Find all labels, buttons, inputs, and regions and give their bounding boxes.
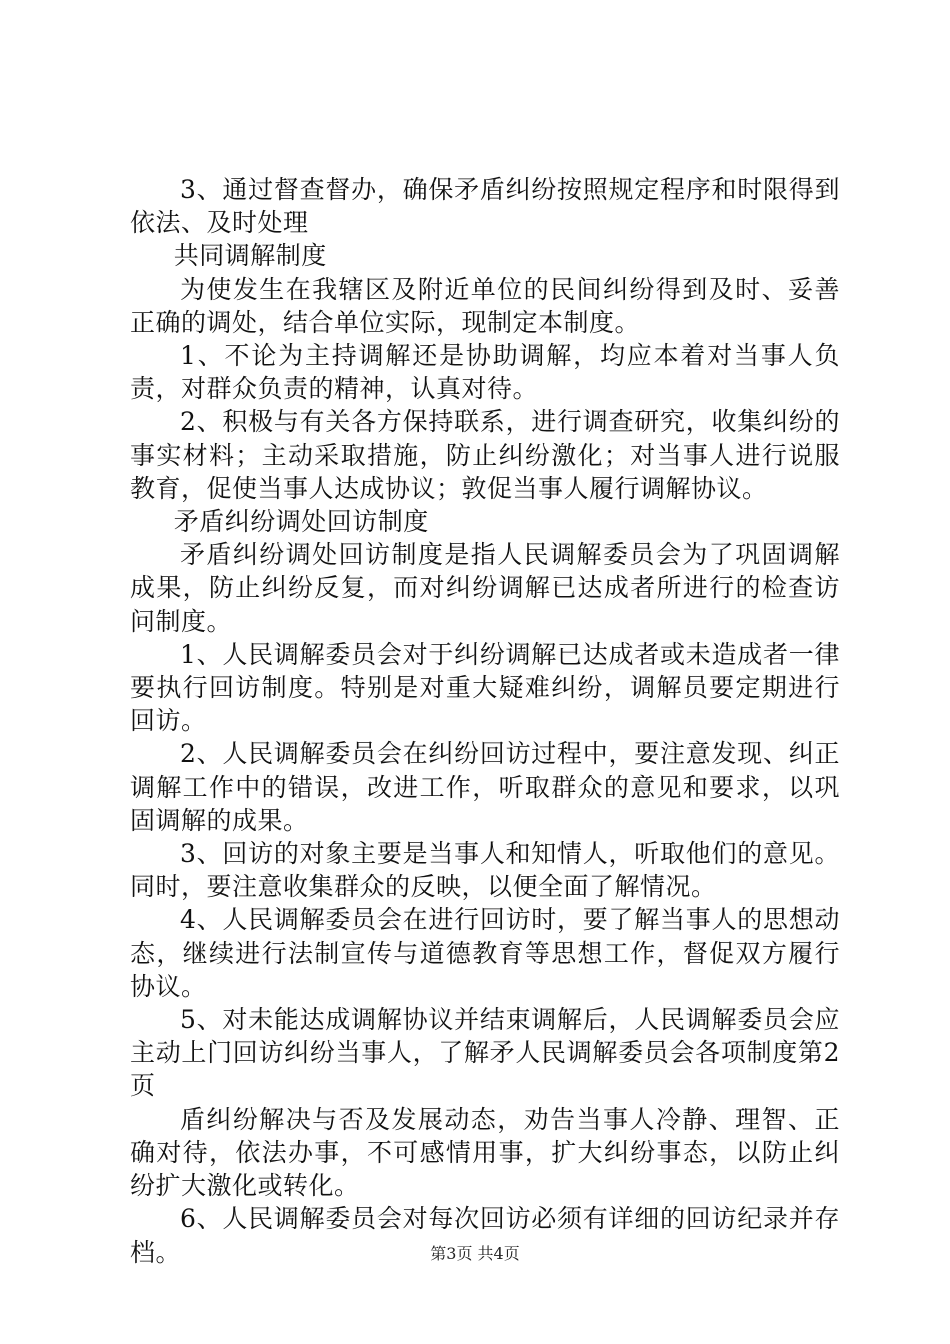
paragraph-follow-up-item-5-continued: 盾纠纷解决与否及发展动态，劝告当事人冷静、理智、正确对待，依法办事，不可感情用事，扩大纠纷事态，以防止纠纷扩大激化或转化。 — [130, 1104, 840, 1201]
paragraph-follow-up-item-2: 2、人民调解委员会在纠纷回访过程中，要注意发现、纠正调解工作中的错误，改进工作，听取群众的意见和要求，以巩固调解的成果。 — [130, 739, 840, 835]
paragraph-follow-up-item-1: 1、人民调解委员会对于纠纷调解已达成者或未造成者一律要执行回访制度。特别是对重大疑难纠纷，调解员要定期进行回访。 — [130, 639, 840, 736]
paragraph-joint-mediation-purpose: 为使发生在我辖区及附近单位的民间纠纷得到及时、妥善正确的调处，结合单位实际，现制定本制度。 — [130, 274, 840, 337]
paragraph-joint-mediation-item-1: 1、不论为主持调解还是协助调解，均应本着对当事人负责，对群众负责的精神，认真对待。 — [130, 341, 840, 404]
document-body — [130, 173, 840, 1269]
paragraph-follow-up-item-4: 4、人民调解委员会在进行回访时，要了解当事人的思想动态，继续进行法制宣传与道德教育等思想工作，督促双方履行协议。 — [130, 905, 840, 1001]
paragraph-joint-mediation-item-2: 2、积极与有关各方保持联系，进行调查研究，收集纠纷的事实材料；主动采取措施，防止纠纷激化；对当事人进行说服教育，促使当事人达成协议；敦促当事人履行调解协议。 — [130, 407, 840, 503]
page-number-label: 第3页 共4页 — [430, 1244, 520, 1263]
paragraph-follow-up-item-5: 5、对未能达成调解协议并结束调解后，人民调解委员会应主动上门回访纠纷当事人，了解矛人民调解委员会各项制度第2页 — [130, 1005, 840, 1101]
paragraph-follow-up-item-6: 6、人民调解委员会对每次回访必须有详细的回访纪录并存档。 — [130, 1204, 840, 1267]
paragraph-intro-item-3: 3、通过督查督办，确保矛盾纠纷按照规定程序和时限得到依法、及时处理 — [130, 175, 840, 238]
page-footer — [0, 1244, 950, 1264]
section-heading-joint-mediation: 共同调解制度 — [173, 241, 327, 271]
section-heading-follow-up-visit: 矛盾纠纷调处回访制度 — [173, 507, 429, 537]
paragraph-follow-up-definition: 矛盾纠纷调处回访制度是指人民调解委员会为了巩固调解成果，防止纠纷反复，而对纠纷调解已达成者所进行的检查访问制度。 — [130, 540, 840, 636]
paragraph-follow-up-item-3: 3、回访的对象主要是当事人和知情人，听取他们的意见。同时，要注意收集群众的反映，以便全面了解情况。 — [130, 839, 840, 902]
